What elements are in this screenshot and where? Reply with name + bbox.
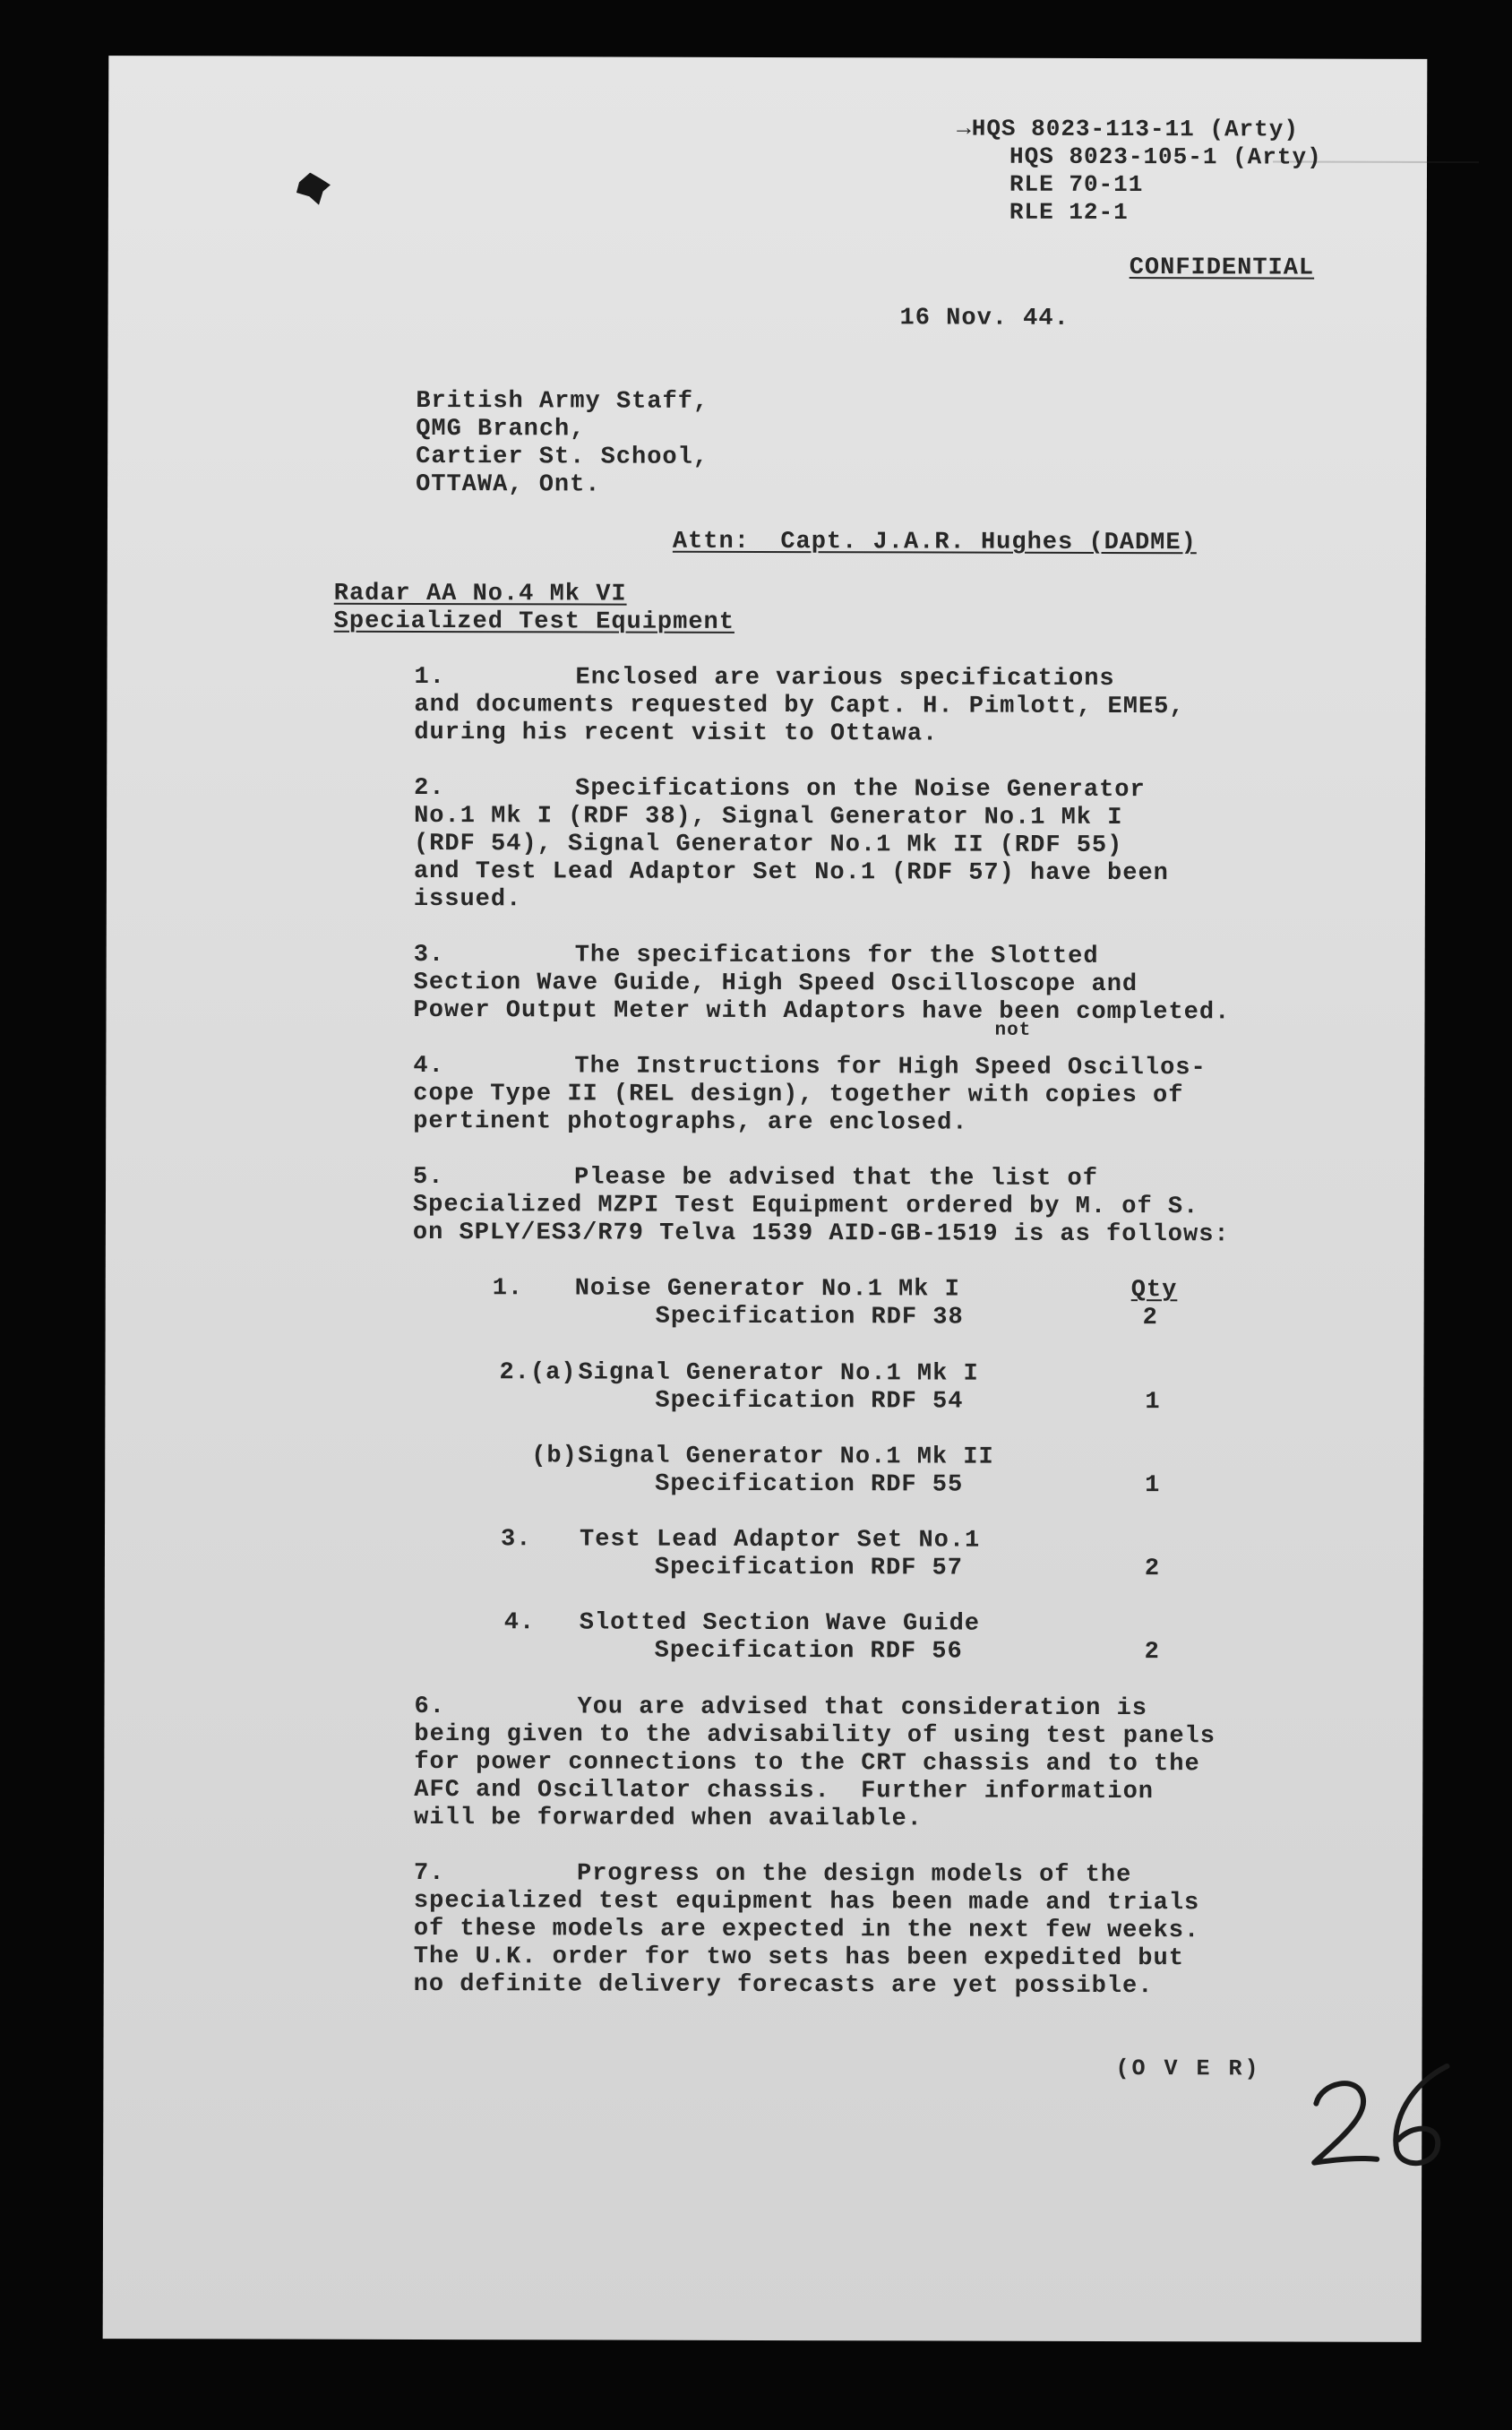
paragraph-4-first-line: The Instructions for High Speed Oscillos-	[574, 1053, 1207, 1082]
file-reference-2: HQS 8023-105-1 (Arty)	[1009, 142, 1322, 171]
list-item-spec: Specification RDF 57	[654, 1554, 964, 1582]
paragraph-number: 7.	[413, 1859, 445, 1888]
document-page	[103, 56, 1428, 2342]
list-item-name: Noise Generator No.1 Mk I	[574, 1275, 960, 1304]
file-reference-1: →HQS 8023-113-11 (Arty)	[957, 115, 1300, 143]
list-item-number: 2.(a)	[499, 1359, 577, 1387]
paragraph-number: 6.	[414, 1693, 445, 1721]
paragraph-1-body: and documents requested by Capt. H. Pimlott, EME5, during his recent visit to Ottawa.	[414, 691, 1185, 748]
paragraph-1-first-line: Enclosed are various specifications	[575, 664, 1115, 694]
paragraph-7-first-line: Progress on the design models of the	[576, 1860, 1132, 1890]
list-item-name: Signal Generator No.1 Mk I	[578, 1359, 979, 1388]
list-item-number: 3.	[500, 1526, 532, 1554]
paragraph-2-first-line: Specifications on the Noise Generator	[575, 775, 1146, 805]
list-item-qty: 2	[1142, 1305, 1158, 1332]
list-item-name: Slotted Section Wave Guide	[579, 1609, 981, 1638]
list-item-number: 1.	[492, 1275, 524, 1303]
paragraph-4-body: cope Type II (REL design), together with copies of pertinent photographs, are enclosed.	[413, 1080, 1184, 1137]
subject-line-1: Radar AA No.4 Mk VI	[333, 580, 627, 608]
list-item-qty: 2	[1144, 1555, 1161, 1583]
handwritten-insertion: not	[994, 1020, 1032, 1041]
subject-line-2: Specialized Test Equipment	[333, 608, 735, 636]
list-item-spec: Specification RDF 56	[654, 1637, 963, 1666]
list-item-qty: 2	[1144, 1639, 1160, 1667]
address-line-2: QMG Branch,	[416, 415, 586, 444]
list-item-spec: Specification RDF 38	[655, 1303, 964, 1331]
paragraph-7-body: specialized test equipment has been made and trials of these models are expected in the next few weeks. The U.K. order for two sets has been expedited but no definite delivery forecasts are yet possible.	[413, 1887, 1200, 2001]
list-item-qty: 1	[1145, 1472, 1161, 1500]
qty-column-header: Qty	[1130, 1277, 1178, 1305]
file-reference-3: RLE 70-11	[1009, 170, 1144, 199]
list-item-name: Test Lead Adaptor Set No.1	[579, 1526, 981, 1555]
address-line-1: British Army Staff,	[416, 387, 709, 416]
paragraph-number: 4.	[413, 1052, 444, 1081]
classification-label: CONFIDENTIAL	[1129, 254, 1315, 282]
list-item-name: Signal Generator No.1 Mk II	[578, 1443, 994, 1471]
paragraph-number: 5.	[413, 1163, 444, 1192]
list-item-number: (b)	[531, 1443, 578, 1470]
list-item-spec: Specification RDF 55	[655, 1470, 964, 1499]
paragraph-3-body: Section Wave Guide, High Speed Oscilloscope and Power Output Meter with Adaptors have been completed.	[413, 969, 1231, 1027]
address-line-3: Cartier St. School,	[416, 443, 709, 471]
attention-line: Attn: Capt. J.A.R. Hughes (DADME)	[672, 528, 1197, 557]
paragraph-number: 2.	[414, 774, 445, 803]
hole-punch-mark	[296, 173, 331, 205]
paragraph-5-first-line: Please be advised that the list of	[574, 1164, 1098, 1193]
paragraph-6-body: being given to the advisability of using test panels for power connections to the CRT chassis and to the AFC and Oscillator chassis. Further information will be forwarded when available.	[414, 1720, 1216, 1833]
paragraph-6-first-line: You are advised that consideration is	[577, 1693, 1148, 1723]
paragraph-3-first-line: The specifications for the Slotted	[574, 942, 1099, 970]
paragraph-5-body: Specialized MZPI Test Equipment ordered by M. of S. on SPLY/ES3/R79 Telva 1539 AID-GB-1519 is as follows:	[412, 1191, 1230, 1249]
letter-date: 16 Nov. 44.	[899, 305, 1070, 332]
file-reference-4: RLE 12-1	[1009, 198, 1129, 227]
paragraph-number: 1.	[414, 663, 445, 692]
list-item-number: 4.	[503, 1609, 536, 1637]
list-item-spec: Specification RDF 54	[655, 1387, 964, 1416]
handwritten-page-number	[1303, 2057, 1465, 2174]
address-line-4: OTTAWA, Ont.	[416, 470, 601, 499]
paragraph-2-body: No.1 Mk I (RDF 38), Signal Generator No.1 Mk I (RDF 54), Signal Generator No.1 Mk II (RDF 55) and Test Lead Adaptor Set No.1 (RDF 57) have been issued.	[413, 802, 1169, 914]
paragraph-number: 3.	[413, 941, 445, 969]
over-note: (O V E R)	[1115, 2055, 1261, 2082]
list-item-qty: 1	[1145, 1389, 1161, 1417]
